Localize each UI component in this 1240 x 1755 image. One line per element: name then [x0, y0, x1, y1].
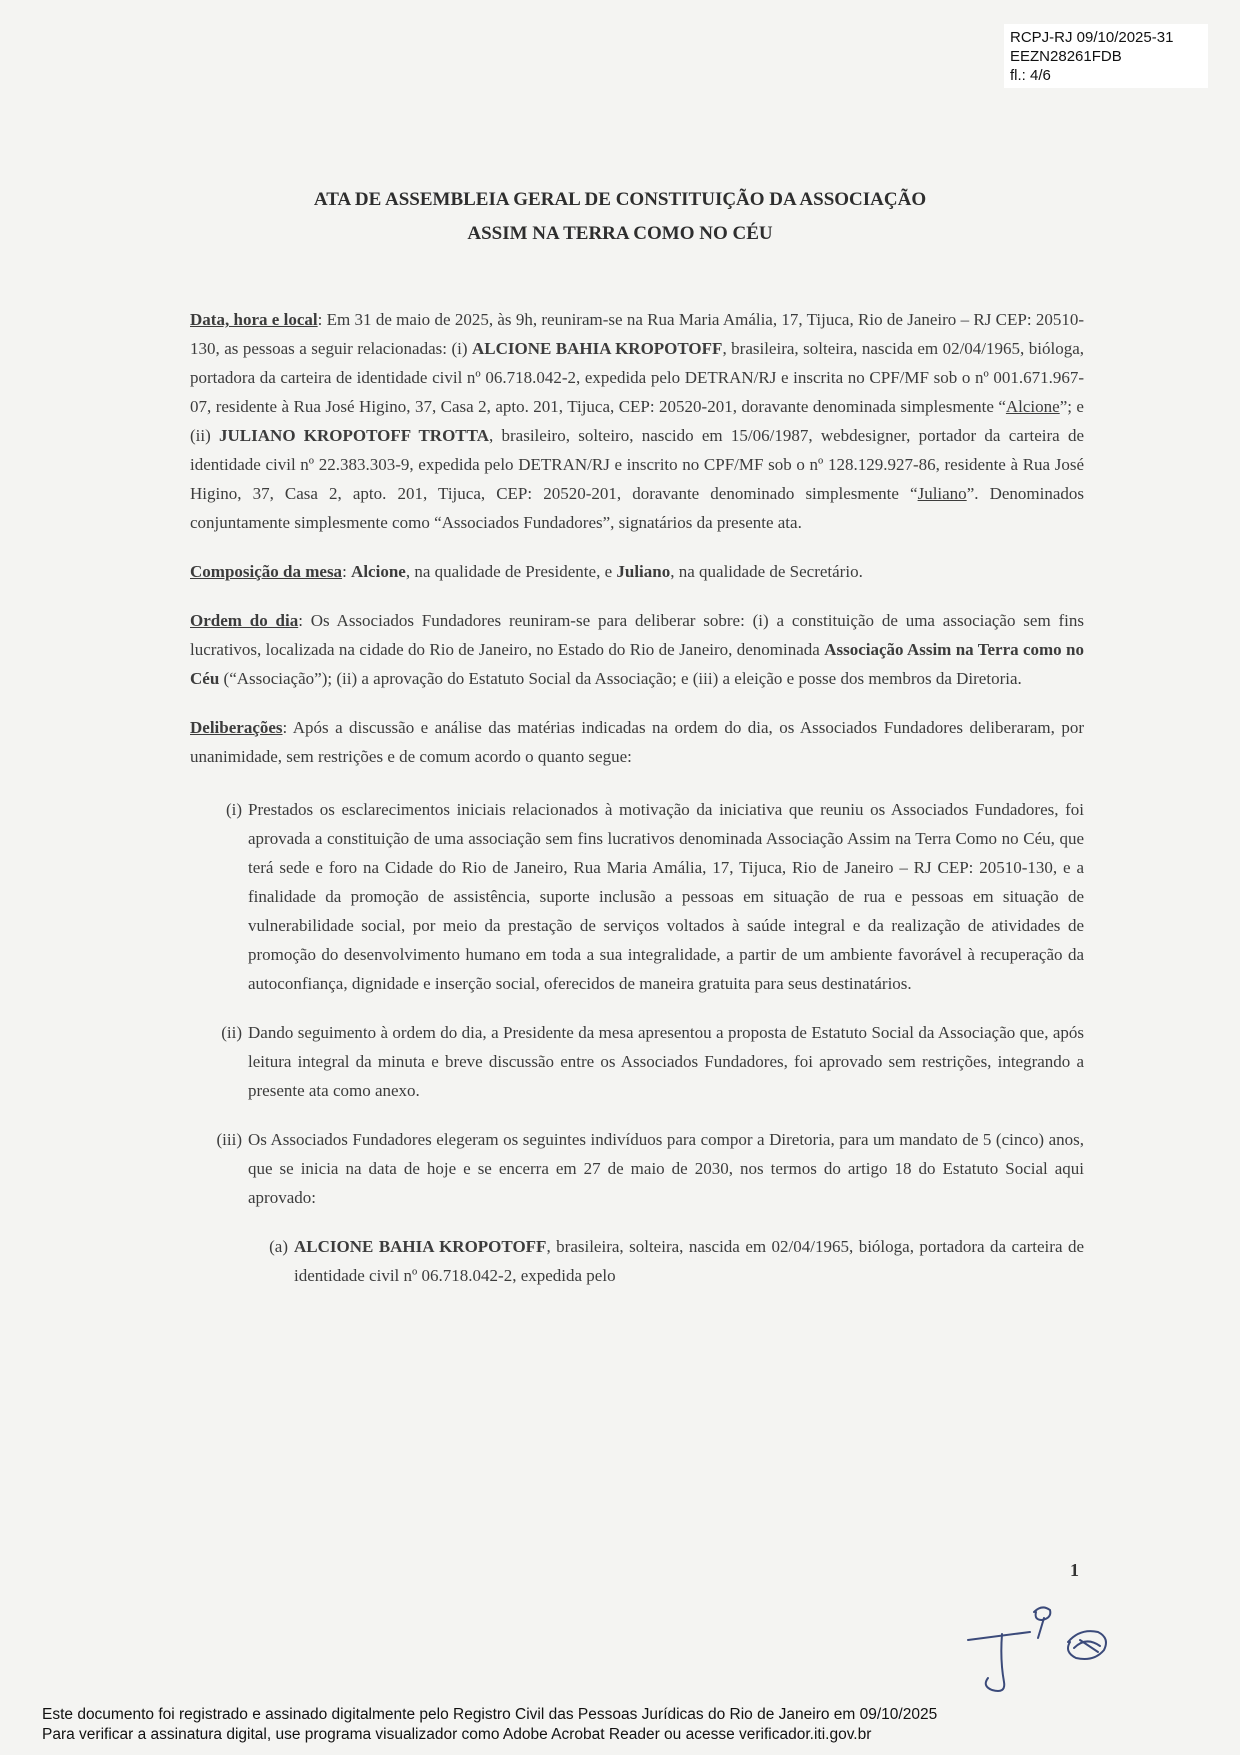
stamp-registry-line: RCPJ-RJ 09/10/2025-31 — [1010, 29, 1174, 46]
subitem-number: (a) — [269, 1237, 288, 1256]
label-resolutions: Deliberações — [190, 718, 283, 737]
founder-name-2: JULIANO KROPOTOFF TROTTA — [219, 426, 489, 445]
alias-alcione: Alcione — [1005, 397, 1060, 416]
text: : Os Associados Fundadores reuniram-se para deliberar sobre: (i) a constituição de uma associação sem fins lucrativos, localizada na cidade do Rio de Janeiro, no Estado do Rio de Janeiro, denominada — [190, 611, 1085, 659]
subitem-text — [294, 1232, 1084, 1290]
item-text: Prestados os esclarecimentos iniciais relacionados à motivação da iniciativa que reuniu os Associados Fundadores, foi aprovada a constituição de uma associação sem fins lucrativos denominada Associação Assim na Terra Como no Céu, que terá sede e foro na Cidade do Rio de Janeiro, Rua Maria Amália, 17, Tijuca, Rio de Janeiro – RJ CEP: 20510-130, e a finalidade da promoção de assistência, suporte inclusão a pessoas em situação de rua e pessoas em situação de vulnerabilidade social, por meio da prestação de serviços voltados à saúde integral e da realização de atividades de promoção do desenvolvimento humano em toda a sua integralidade, a partir de um ambiente favorável à recuperação da autoconfiança, dignidade e inserção social, oferecidos de maneira gratuita para seus destinatários. — [248, 800, 1084, 993]
text: , na qualidade de Secretário. — [670, 562, 863, 581]
resolution-item — [190, 795, 1084, 998]
text: : Em 31 de maio de 2025, às 9h, reuniram-se na Rua Maria Amália, 17, Tijuca, Rio de Janeiro – RJ CEP: 20510-130, as pessoas a seguir relacionadas: (i) — [190, 310, 1084, 358]
page-number: 1 — [1070, 1560, 1079, 1580]
registry-stamp — [1004, 24, 1208, 88]
text: ”. Denominados conjuntamente simplesmente como “Associados Fundadores”, signatários da presente ata. — [190, 484, 1085, 532]
handwritten-signature — [960, 1590, 1130, 1700]
founder-name-1: ALCIONE BAHIA KROPOTOFF — [471, 339, 723, 358]
text: ”; e (ii) — [190, 397, 1084, 445]
item-text: Dando seguimento à ordem do dia, a Presidente da mesa apresentou a proposta de Estatuto Social da Associação que, após leitura integral da minuta e breve discussão entre os Associados Fundadores, foi aprovado sem restrições, integrando a presente ata como anexo. — [248, 1023, 1084, 1100]
text: , brasileiro, solteiro, nascido em 15/06/1987, webdesigner, portador da carteira de identidade civil nº 22.383.303-9, expedida pelo DETRAN/RJ e inscrito no CPF/MF sob o nº 128.129.927-86, residente à Rua José Higino, 37, Casa 2, apto. 201, Tijuca, CEP: 20520-201, doravante denominado simplesmente “ — [190, 426, 1084, 503]
digital-signature-notice — [42, 1705, 1202, 1745]
text: : — [342, 562, 352, 581]
paragraph-resolutions — [190, 713, 1084, 771]
paragraph-agenda — [190, 606, 1084, 693]
footer-line-2: Para verificar a assinatura digital, use programa visualizador como Adobe Acrobat Reader ou acesse verificador.iti.gov.br — [42, 1726, 872, 1743]
alias-juliano: Juliano — [917, 484, 967, 503]
director-name: ALCIONE BAHIA KROPOTOFF — [294, 1237, 547, 1256]
item-number: (iii) — [216, 1130, 242, 1149]
paragraph-date-place — [190, 305, 1084, 537]
label-date-place: Data, hora e local — [190, 310, 318, 329]
paragraph-board-composition — [190, 557, 1084, 586]
stamp-code-line: EEZN28261FDB — [1010, 48, 1122, 65]
label-board-composition: Composição da mesa — [190, 562, 343, 581]
association-name: Associação Assim na Terra como no Céu — [190, 640, 1084, 688]
text: : Após a discussão e análise das matérias indicadas na ordem do dia, os Associados Fundadores deliberaram, por unanimidade, sem restrições e de comum acordo o quanto segue: — [190, 718, 1084, 766]
text: (“Associação”); (ii) a aprovação do Estatuto Social da Associação; e (iii) a eleição e posse dos membros da Diretoria. — [219, 669, 1022, 688]
item-number: (i) — [225, 800, 242, 819]
text: , brasileira, solteira, nascida em 02/04/1965, bióloga, portadora da carteira de identidade civil nº 06.718.042-2, expedida pelo — [294, 1237, 1085, 1285]
director-subitem — [190, 1232, 1084, 1290]
resolution-item — [190, 1018, 1084, 1105]
title-line-2: ASSIM NA TERRA COMO NO CÉU — [467, 223, 773, 244]
label-agenda: Ordem do dia — [190, 611, 299, 630]
secretary-name: Juliano — [616, 562, 671, 581]
title-line-1: ATA DE ASSEMBLEIA GERAL DE CONSTITUIÇÃO DA ASSOCIAÇÃO — [313, 189, 927, 210]
stamp-folio-line: fl.: 4/6 — [1010, 67, 1051, 84]
document-title — [190, 183, 1050, 251]
footer-line-1: Este documento foi registrado e assinado digitalmente pelo Registro Civil das Pessoas Jurídicas do Rio de Janeiro em 09/10/2025 — [42, 1706, 938, 1723]
document-body — [190, 305, 1084, 1290]
item-text: Os Associados Fundadores elegeram os seguintes indivíduos para compor a Diretoria, para um mandato de 5 (cinco) anos, que se inicia na data de hoje e se encerra em 27 de maio de 2030, nos termos do artigo 18 do Estatuto Social aqui aprovado: — [248, 1130, 1084, 1207]
text: , na qualidade de Presidente, e — [405, 562, 617, 581]
president-name: Alcione — [351, 562, 406, 581]
item-number: (ii) — [221, 1023, 242, 1042]
resolution-item — [190, 1125, 1084, 1212]
text: , brasileira, solteira, nascida em 02/04/1965, bióloga, portadora da carteira de identidade civil nº 06.718.042-2, expedida pelo DETRAN/RJ e inscrita no CPF/MF sob o nº 001.671.967-07, residente à Rua José Higino, 37, Casa 2, apto. 201, Tijuca, CEP: 20520-201, doravante denominada simplesmente “ — [190, 339, 1084, 416]
